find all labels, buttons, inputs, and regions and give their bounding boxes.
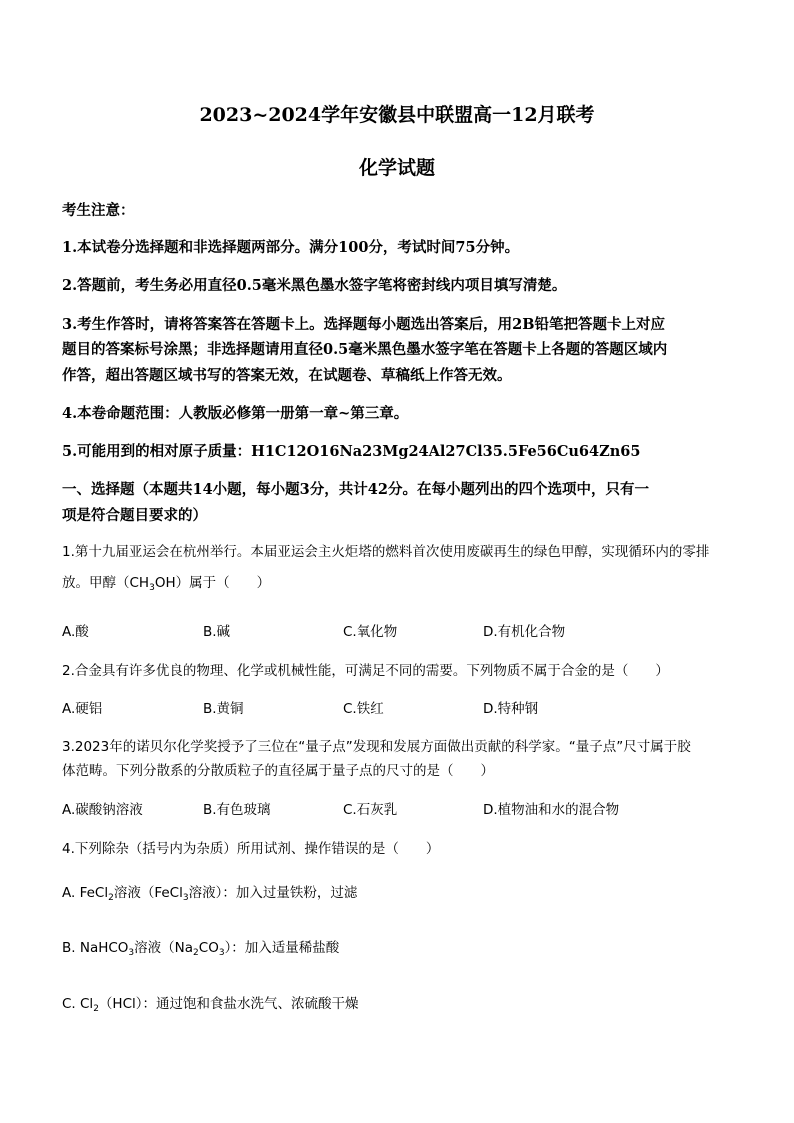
section-heading-line1: 一、选择题（本题共14小题，每小题3分，共计42分。在每小题列出的四个选项中，只有一 <box>62 481 649 498</box>
question-3-stem-line2: 体范畴。下列分散系的分散质粒子的直径属于量子点的尺寸的是（ ） <box>62 763 494 779</box>
question-1-option-b[interactable]: B.碱 <box>203 624 231 640</box>
question-2-option-d[interactable]: D.特种钢 <box>483 701 539 717</box>
exam-subtitle: 化学试题 <box>358 157 435 179</box>
question-4-option-a[interactable]: A. FeCl$_2$溶液（FeCl$_3$溶液）：加入过量铁粉，过滤 <box>62 885 358 903</box>
notice-item-5: 5.可能用到的相对原子质量：H1C12O16Na23Mg24Al27Cl35.5Fe56Cu64Zn65 <box>62 443 641 460</box>
question-2-option-a[interactable]: A.硬铝 <box>62 701 103 717</box>
notice-item-3-line3: 作答，超出答题区域书写的答案无效，在试题卷、草稿纸上作答无效。 <box>62 367 512 384</box>
question-4-option-c[interactable]: C. $Cl_2(HCl)$：通过饱和食盐水洗气、浓硫酸干燥 <box>62 996 359 1014</box>
question-3-option-d[interactable]: D.植物油和水的混合物 <box>483 802 620 818</box>
question-3-option-b[interactable]: B.有色玻璃 <box>203 802 271 818</box>
section-heading-line2: 项是符合题目要求的） <box>62 507 207 524</box>
question-2-stem: 2.合金具有许多优良的物理、化学或机械性能，可满足不同的需要。下列物质不属于合金的是（ ） <box>62 663 669 679</box>
notice-heading: 考生注意： <box>62 202 135 219</box>
notice-item-1: 1.本试卷分选择题和非选择题两部分。满分100分，考试时间75分钟。 <box>62 239 520 256</box>
question-3-option-c[interactable]: C.石灰乳 <box>343 802 398 818</box>
question-1-option-d[interactable]: D.有机化合物 <box>483 624 566 640</box>
question-1-stem-line1: 1.第十九届亚运会在杭州举行。本届亚运会主火炬塔的燃料首次使用废碳再生的绿色甲醇，实现循环内的零排 <box>62 544 710 560</box>
notice-item-4: 4.本卷命题范围：人教版必修第一册第一章~第三章。 <box>62 405 409 422</box>
exam-title: 2023~2024学年安徽县中联盟高一12月联考 <box>199 104 595 126</box>
question-4-stem: 4.下列除杂（括号内为杂质）所用试剂、操作错误的是（ ） <box>62 841 440 857</box>
question-1-option-a[interactable]: A.酸 <box>62 624 89 640</box>
notice-item-3-line1: 3.考生作答时，请将答案答在答题卡上。选择题每小题选出答案后，用2B铅笔把答题卡上对应 <box>62 316 665 333</box>
question-1-option-c[interactable]: C.氧化物 <box>343 624 398 640</box>
question-1-stem-line2: 放。甲醇$(CH_3OH)$属于（ ） <box>62 575 271 593</box>
question-3-option-a[interactable]: A.碳酸钠溶液 <box>62 802 143 818</box>
question-2-option-b[interactable]: B.黄铜 <box>203 701 244 717</box>
question-4-option-b[interactable]: B. NaHCO$_3$溶液$(Na_2CO_3)$：加入适量稀盐酸 <box>62 940 340 958</box>
question-2-option-c[interactable]: C.铁红 <box>343 701 384 717</box>
notice-item-2: 2.答题前，考生务必用直径0.5毫米黑色墨水签字笔将密封线内项目填写清楚。 <box>62 277 567 294</box>
notice-item-3-line2: 题目的答案标号涂黑；非选择题请用直径0.5毫米黑色墨水签字笔在答题卡上各题的答题区域内 <box>62 341 668 358</box>
question-3-stem-line1: 3.2023年的诺贝尔化学奖授予了三位在“量子点”发现和发展方面做出贡献的科学家。“量子点”尺寸属于胶 <box>62 739 691 755</box>
